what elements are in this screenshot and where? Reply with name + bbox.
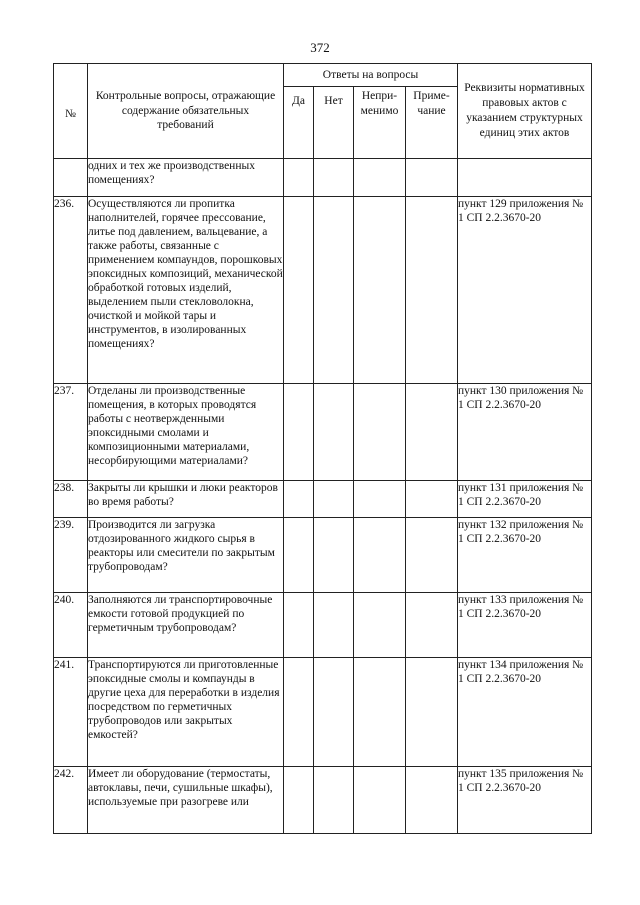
answer-note-cell <box>406 159 458 197</box>
header-question: Контрольные вопросы, отражающие содержание обязательных требований <box>88 64 284 159</box>
row-question: Отделаны ли производственные помещения, в которых проводятся работы с неотвержденными эпоксидными смолами и композиционными материалами, несорбирующими материалами? <box>88 384 284 481</box>
page-number: 372 <box>310 40 330 55</box>
answer-no-cell <box>314 593 354 658</box>
row-requisites <box>458 159 592 197</box>
answer-yes-cell <box>284 384 314 481</box>
answer-yes-cell <box>284 518 314 593</box>
row-num: 240. <box>54 593 88 658</box>
row-question: одних и тех же производственных помещениях? <box>88 159 284 197</box>
row-requisites: пункт 131 приложения № 1 СП 2.2.3670-20 <box>458 481 592 518</box>
answer-note-cell <box>406 481 458 518</box>
answer-note-cell <box>406 658 458 767</box>
answer-note-cell <box>406 197 458 384</box>
row-requisites: пункт 135 приложения № 1 СП 2.2.3670-20 <box>458 767 592 834</box>
table-row <box>54 518 592 593</box>
answer-yes-cell <box>284 197 314 384</box>
checklist-table <box>53 63 592 834</box>
table-row <box>54 197 592 384</box>
table-row <box>54 384 592 481</box>
answer-no-cell <box>314 384 354 481</box>
header-row <box>54 64 592 87</box>
header-answers: Ответы на вопросы <box>284 64 458 87</box>
table-row <box>54 159 592 197</box>
row-num: 236. <box>54 197 88 384</box>
header-yes: Да <box>284 87 314 159</box>
answer-yes-cell <box>284 593 314 658</box>
answer-na-cell <box>354 481 406 518</box>
row-question: Транспортируются ли приготовленные эпоксидные смолы и компаунды в другие цеха для переработки в изделия посредством по герметичных трубопроводов или закрытых емкостей? <box>88 658 284 767</box>
answer-yes-cell <box>284 767 314 834</box>
answer-no-cell <box>314 767 354 834</box>
answer-note-cell <box>406 518 458 593</box>
row-num: 241. <box>54 658 88 767</box>
row-requisites: пункт 133 приложения № 1 СП 2.2.3670-20 <box>458 593 592 658</box>
answer-note-cell <box>406 767 458 834</box>
row-num: 239. <box>54 518 88 593</box>
row-num: 242. <box>54 767 88 834</box>
header-note: Приме-чание <box>406 87 458 159</box>
row-question: Производится ли загрузка отдозированного жидкого сырья в реакторы или смесители по закрытым трубопроводам? <box>88 518 284 593</box>
answer-note-cell <box>406 593 458 658</box>
row-requisites: пункт 129 приложения № 1 СП 2.2.3670-20 <box>458 197 592 384</box>
table-row <box>54 767 592 834</box>
answer-no-cell <box>314 481 354 518</box>
answer-no-cell <box>314 159 354 197</box>
answer-yes-cell <box>284 481 314 518</box>
header-num: № <box>54 64 88 159</box>
answer-no-cell <box>314 518 354 593</box>
answer-yes-cell <box>284 658 314 767</box>
answer-na-cell <box>354 384 406 481</box>
row-question: Закрыты ли крышки и люки реакторов во время работы? <box>88 481 284 518</box>
answer-yes-cell <box>284 159 314 197</box>
row-requisites: пункт 132 приложения № 1 СП 2.2.3670-20 <box>458 518 592 593</box>
answer-na-cell <box>354 593 406 658</box>
row-requisites: пункт 130 приложения № 1 СП 2.2.3670-20 <box>458 384 592 481</box>
answer-no-cell <box>314 658 354 767</box>
answer-note-cell <box>406 384 458 481</box>
row-question: Заполняются ли транспортировочные емкости готовой продукцией по герметичным трубопроводам? <box>88 593 284 658</box>
row-num: 237. <box>54 384 88 481</box>
answer-no-cell <box>314 197 354 384</box>
answer-na-cell <box>354 767 406 834</box>
header-no: Нет <box>314 87 354 159</box>
table-row <box>54 593 592 658</box>
answer-na-cell <box>354 159 406 197</box>
header-not-applicable: Непри-менимо <box>354 87 406 159</box>
row-requisites: пункт 134 приложения № 1 СП 2.2.3670-20 <box>458 658 592 767</box>
answer-na-cell <box>354 518 406 593</box>
row-question: Имеет ли оборудование (термостаты, автоклавы, печи, сушильные шкафы), используемые при разогреве или <box>88 767 284 834</box>
table-row <box>54 481 592 518</box>
answer-na-cell <box>354 658 406 767</box>
row-num <box>54 159 88 197</box>
answer-na-cell <box>354 197 406 384</box>
row-question: Осуществляются ли пропитка наполнителей, горячее прессование, литье под давлением, вальцевание, а также работы, связанные с применением компаундов, порошковых эпоксидных композиций, механической обработкой готовых изделий, выделением пыли стекловолокна, очисткой и мойкой тары и инструментов, в изолированных помещениях? <box>88 197 284 384</box>
header-requisites: Реквизиты нормативных правовых актов с указанием структурных единиц этих актов <box>458 64 592 159</box>
table-row <box>54 658 592 767</box>
row-num: 238. <box>54 481 88 518</box>
